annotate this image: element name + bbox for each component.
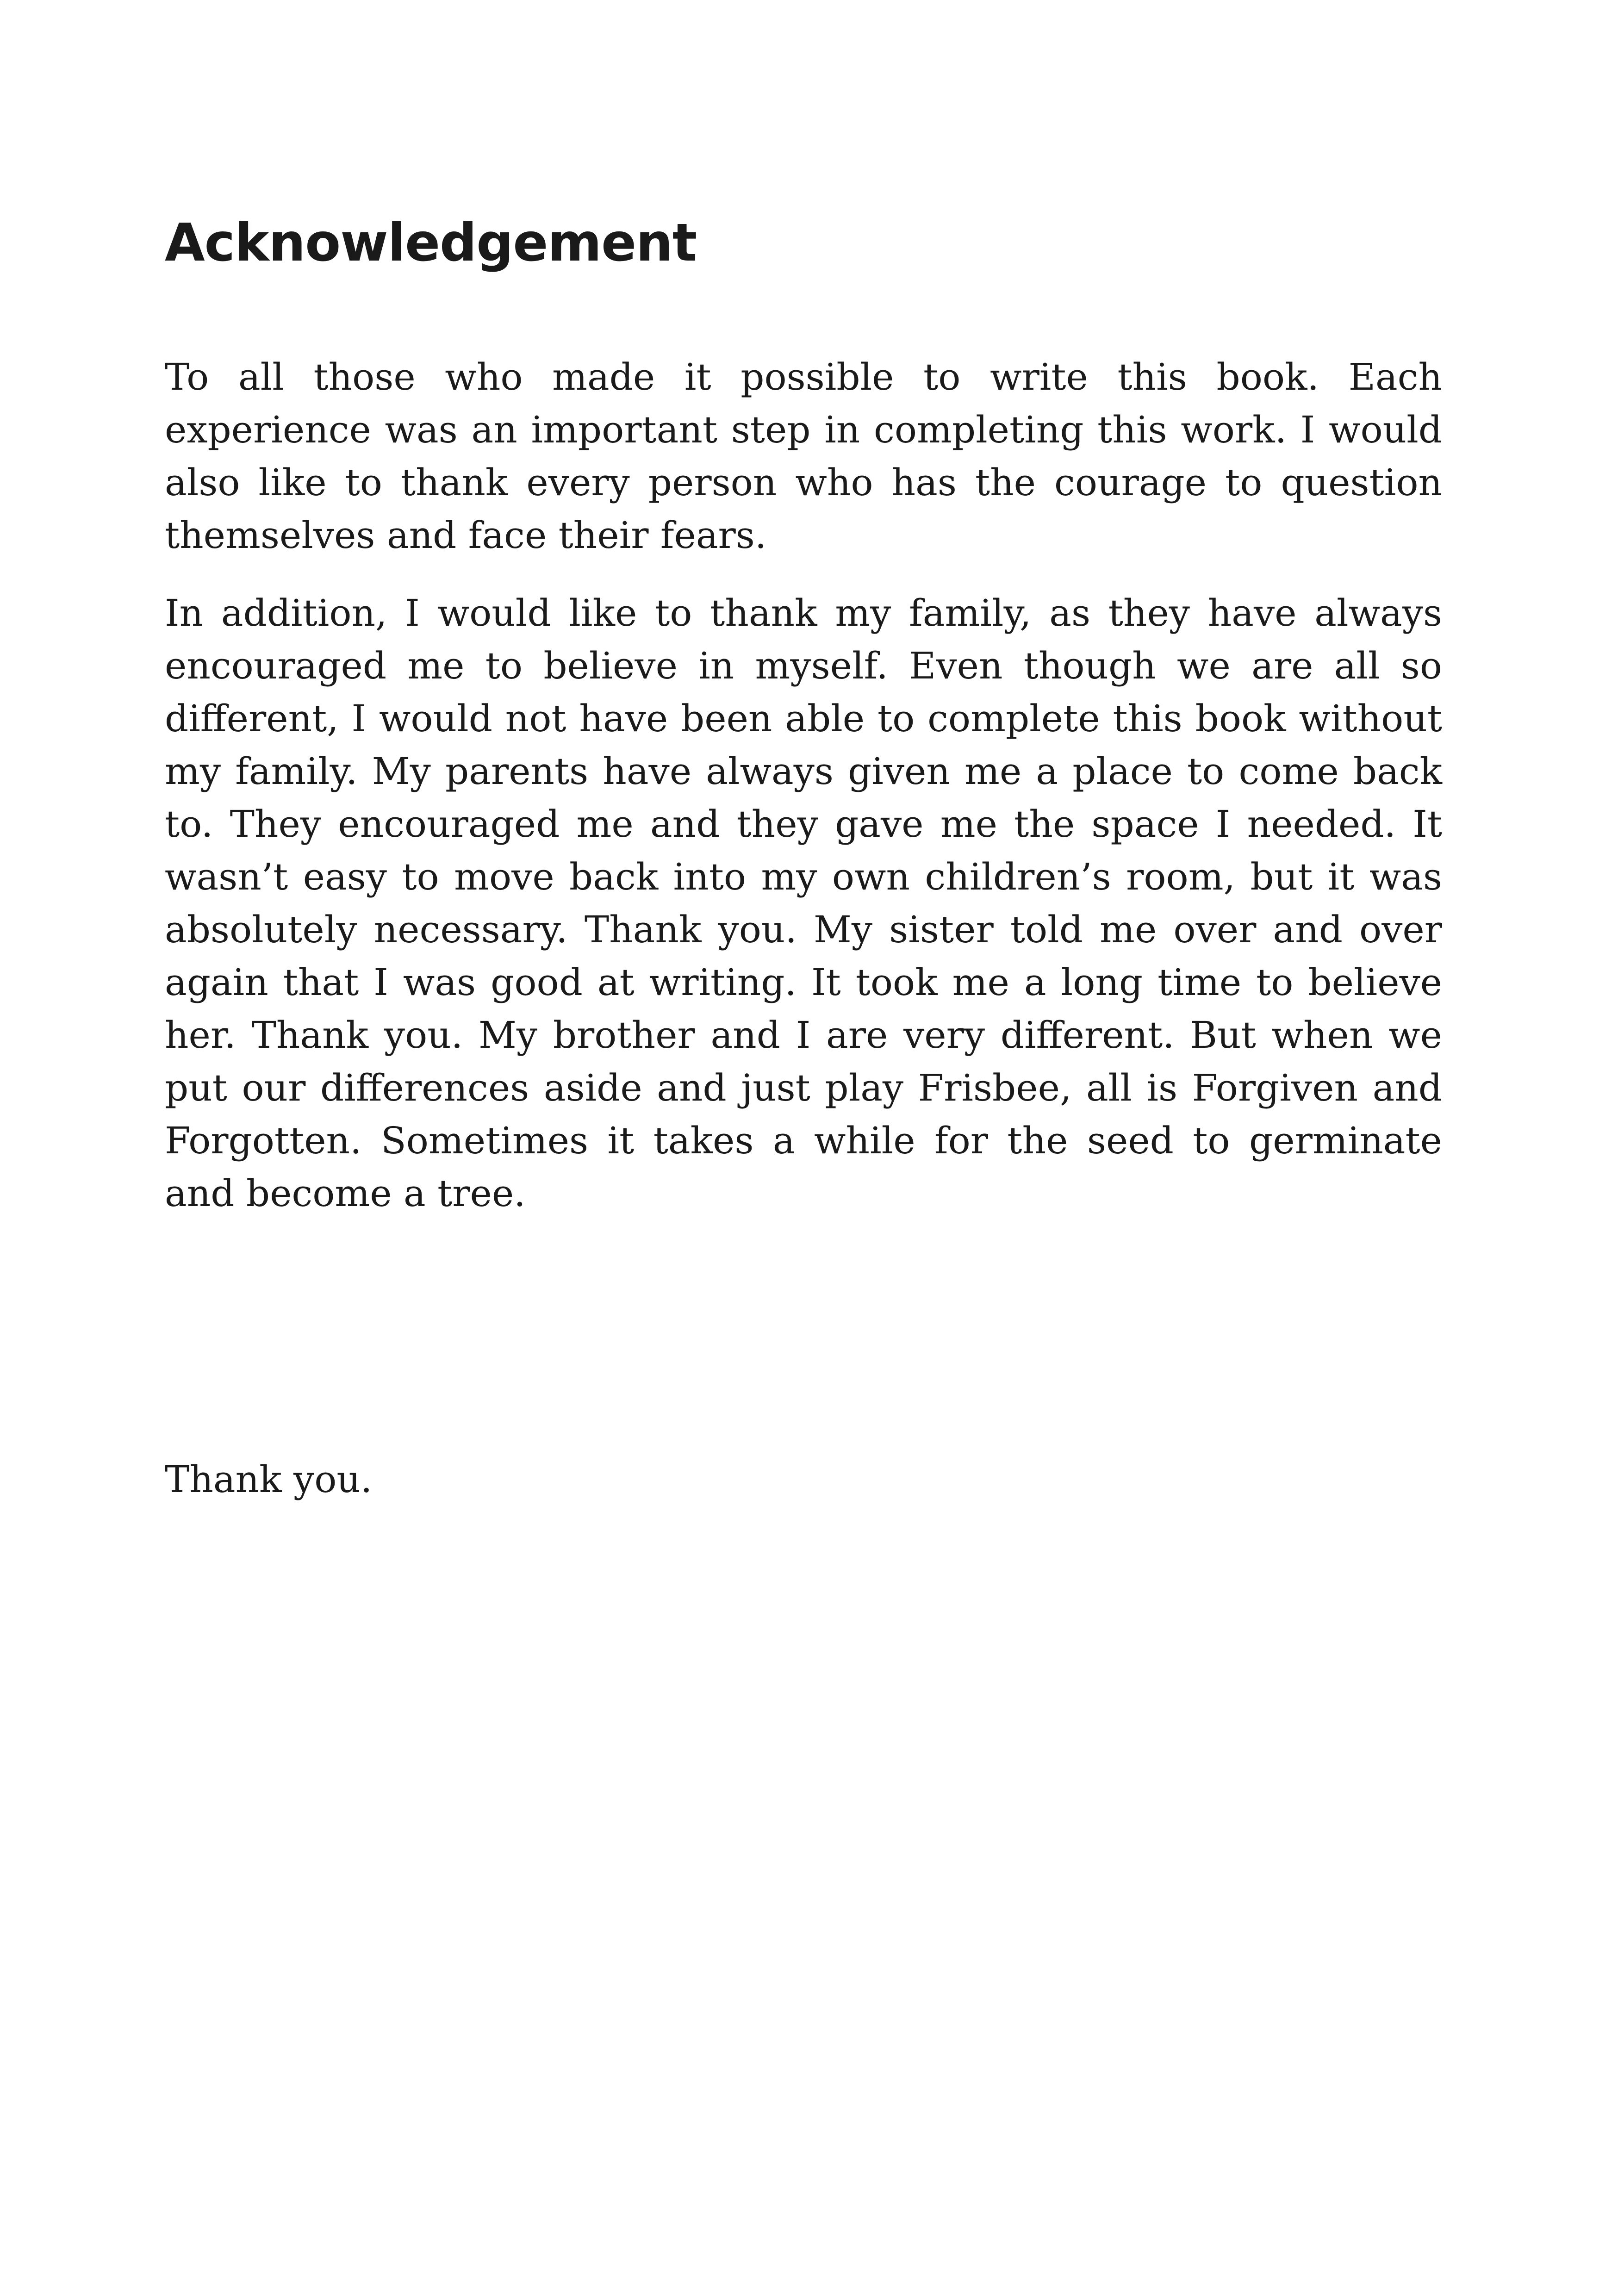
page-content — [165, 185, 1442, 1220]
chapter-title: Acknowledgement — [165, 213, 697, 273]
paragraph-1: To all those who made it possible to write this book. Each experience was an important step in completing this work. I would also like to thank every person who has the courage to question themselves and face their fears. — [165, 355, 1442, 557]
body-text — [165, 351, 1442, 1220]
closing-line: Thank you. — [165, 1458, 373, 1501]
paragraph-2: In addition, I would like to thank my family, as they have always encouraged me to believe in myself. Even though we are all so different, I would not have been able to complete this book without my family. My parents have always given me a place to come back to. They encouraged me and they gave me the space I needed. It wasn’t easy to move back into my own children’s room, but it was absolutely necessary. Thank you. My sister told me over and over again that I was good at writing. It took me a long time to believe her. Thank you. My brother and I are very different. But when we put our differences aside and just play Frisbee, all is Forgiven and Forgotten. Sometimes it takes a while for the seed to germinate and become a tree. — [165, 591, 1442, 1215]
